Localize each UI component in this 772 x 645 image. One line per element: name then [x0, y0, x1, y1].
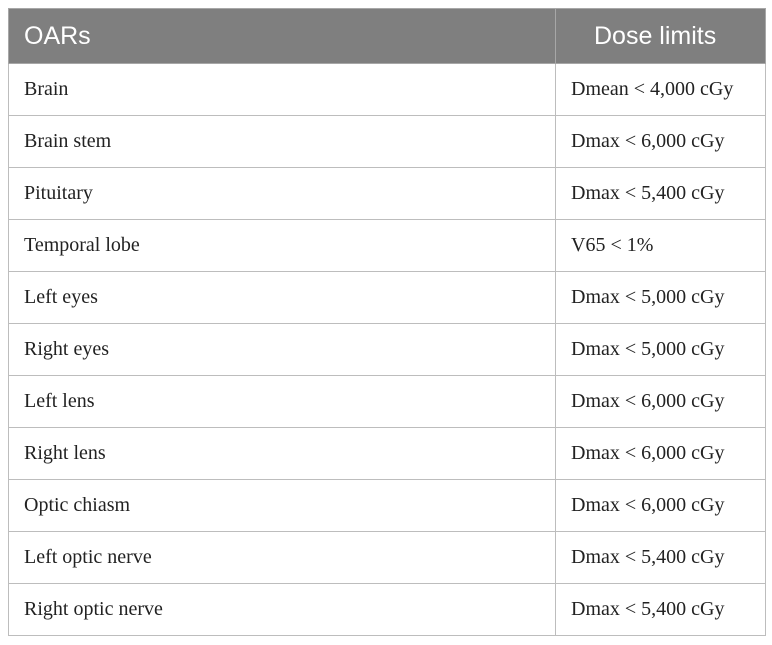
oar-cell: Right eyes	[9, 324, 556, 376]
dose-limit-cell: V65 < 1%	[556, 220, 766, 272]
oar-cell: Left optic nerve	[9, 532, 556, 584]
table-row	[9, 532, 766, 584]
table-row	[9, 480, 766, 532]
dose-limit-cell: Dmean < 4,000 cGy	[556, 64, 766, 116]
table-row	[9, 376, 766, 428]
table-header	[9, 9, 766, 64]
oar-cell: Left lens	[9, 376, 556, 428]
dose-limit-cell: Dmax < 6,000 cGy	[556, 480, 766, 532]
table-row	[9, 116, 766, 168]
table-row	[9, 168, 766, 220]
header-dose-limits: Dose limits	[556, 9, 766, 64]
header-row	[9, 9, 766, 64]
table-body	[9, 64, 766, 636]
oar-cell: Pituitary	[9, 168, 556, 220]
dose-limit-cell: Dmax < 5,400 cGy	[556, 532, 766, 584]
dose-limit-cell: Dmax < 5,400 cGy	[556, 584, 766, 636]
dose-limit-cell: Dmax < 6,000 cGy	[556, 376, 766, 428]
dose-limits-table	[8, 8, 766, 636]
table-row	[9, 220, 766, 272]
oar-cell: Temporal lobe	[9, 220, 556, 272]
dose-limit-cell: Dmax < 6,000 cGy	[556, 116, 766, 168]
oar-cell: Brain stem	[9, 116, 556, 168]
table-row	[9, 584, 766, 636]
dose-limit-cell: Dmax < 5,000 cGy	[556, 272, 766, 324]
oar-cell: Left eyes	[9, 272, 556, 324]
dose-limit-cell: Dmax < 5,000 cGy	[556, 324, 766, 376]
table-row	[9, 272, 766, 324]
table-row	[9, 428, 766, 480]
oar-cell: Right optic nerve	[9, 584, 556, 636]
dose-limit-cell: Dmax < 6,000 cGy	[556, 428, 766, 480]
header-oars: OARs	[9, 9, 556, 64]
oar-cell: Right lens	[9, 428, 556, 480]
oar-cell: Brain	[9, 64, 556, 116]
oar-cell: Optic chiasm	[9, 480, 556, 532]
table-row	[9, 64, 766, 116]
dose-limit-cell: Dmax < 5,400 cGy	[556, 168, 766, 220]
table-row	[9, 324, 766, 376]
